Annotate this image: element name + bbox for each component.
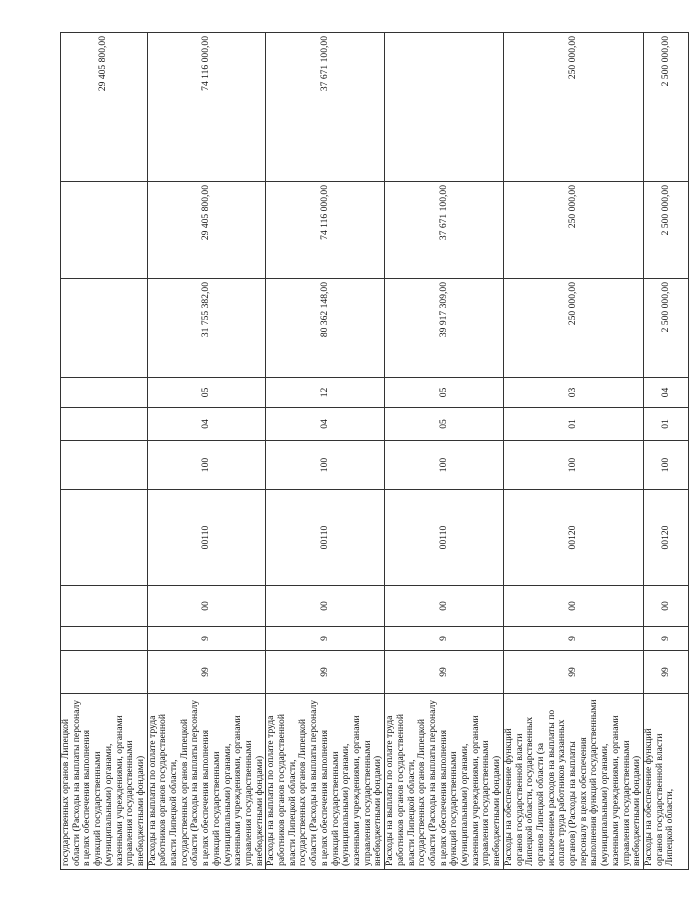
cell-main-event: 00: [147, 586, 266, 627]
cell-amount-3: 37 671 100,00: [266, 33, 385, 182]
cell-subprogram: 9: [266, 627, 385, 651]
cell-amount-1: [61, 279, 148, 378]
row-description: Расходы на обеспечение функций органов государственной власти Липецкой области,: [643, 694, 688, 870]
row-description: государственных органов Липецкой области (Расходы на выплаты персоналу в целях обеспечения выполнения функций государственными (муниципальными) органами, казенными учреждениями, органами управления государственными внебюджетными фондами): [61, 694, 148, 870]
cell-expense-type: 100: [643, 441, 688, 490]
cell-main-event: 00: [503, 586, 643, 627]
cell-amount-2: 74 116 000,00: [266, 182, 385, 279]
table-row: [147, 33, 266, 870]
cell-subsection: [61, 378, 148, 408]
cell-amount-3: 74 116 000,00: [147, 33, 266, 182]
cell-subsection: 04: [643, 378, 688, 408]
cell-main-event: 00: [385, 586, 504, 627]
cell-section: 04: [266, 408, 385, 441]
cell-section: 01: [643, 408, 688, 441]
cell-subprogram: 9: [503, 627, 643, 651]
cell-amount-3: 29 405 800,00: [61, 33, 148, 182]
table-row: [266, 33, 385, 870]
cell-subprogram: 9: [643, 627, 688, 651]
cell-expense-type: 100: [503, 441, 643, 490]
cell-amount-1: 2 500 000,00: [643, 279, 688, 378]
cell-amount-2: 37 671 100,00: [385, 182, 504, 279]
cell-subsection: 03: [503, 378, 643, 408]
cell-amount-3: 2 500 000,00: [643, 33, 688, 182]
cell-section: 05: [385, 408, 504, 441]
cell-subprogram: [61, 627, 148, 651]
row-description: Расходы на выплаты по оплате труда работников органов государственной власти Липецкой области, государственных органов Липецкой области (Расходы на выплаты персоналу в целях обеспечения выполнения функций государственными (муниципальными) органами, казенными учреждениями, органами управления государственными внебюджетными фондами): [266, 694, 385, 870]
cell-amount-1: 31 755 382,00: [147, 279, 266, 378]
cell-section: 04: [147, 408, 266, 441]
cell-direction: 00110: [385, 490, 504, 586]
cell-expense-type: 100: [266, 441, 385, 490]
row-description: Расходы на выплаты по оплате труда работников органов государственной власти Липецкой области, государственных органов Липецкой области (Расходы на выплаты персоналу в целях обеспечения выполнения функций государственными (муниципальными) органами, казенными учреждениями, органами управления государственными внебюджетными фондами): [147, 694, 266, 870]
cell-subsection: 12: [266, 378, 385, 408]
cell-subsection: 05: [147, 378, 266, 408]
cell-program: 99: [503, 651, 643, 694]
cell-program: 99: [266, 651, 385, 694]
cell-subsection: 05: [385, 378, 504, 408]
cell-amount-1: 250 000,00: [503, 279, 643, 378]
cell-amount-1: 80 362 148,00: [266, 279, 385, 378]
cell-section: [61, 408, 148, 441]
cell-amount-2: 29 405 800,00: [147, 182, 266, 279]
cell-expense-type: 100: [385, 441, 504, 490]
cell-direction: 00110: [266, 490, 385, 586]
table-row: [643, 33, 688, 870]
cell-amount-1: 39 917 309,00: [385, 279, 504, 378]
cell-subprogram: 9: [147, 627, 266, 651]
cell-main-event: 00: [643, 586, 688, 627]
cell-subprogram: 9: [385, 627, 504, 651]
cell-amount-2: 250 000,00: [503, 182, 643, 279]
row-description: Расходы на обеспечение функций органов государственной власти Липецкой области, государственных органов Липецкой области (за исключением расходов на выплаты по оплате труда работников указанных органов) (Расходы на выплаты персоналу в целях обеспечения выполнения функций государственными (муниципальными) органами, казенными учреждениями, органами управления государственными внебюджетными фондами): [503, 694, 643, 870]
rotated-content: [60, 33, 676, 870]
cell-direction: 00120: [503, 490, 643, 586]
cell-program: [61, 651, 148, 694]
cell-expense-type: [61, 441, 148, 490]
cell-amount-3: 250 000,00: [503, 33, 643, 182]
table-row: [385, 33, 504, 870]
row-description: Расходы на выплаты по оплате труда работников органов государственной власти Липецкой области, государственных органов Липецкой области (Расходы на выплаты персоналу в целях обеспечения выполнения функций государственными (муниципальными) органами, казенными учреждениями, органами управления государственными внебюджетными фондами): [385, 694, 504, 870]
cell-main-event: [61, 586, 148, 627]
cell-expense-type: 100: [147, 441, 266, 490]
cell-direction: 00110: [147, 490, 266, 586]
rotated-document-page: [60, 33, 676, 870]
cell-amount-2: 2 500 000,00: [643, 182, 688, 279]
cell-program: 99: [385, 651, 504, 694]
cell-section: 01: [503, 408, 643, 441]
cell-direction: 00120: [643, 490, 688, 586]
cell-direction: [61, 490, 148, 586]
cell-program: 99: [147, 651, 266, 694]
cell-amount-3: [385, 33, 504, 182]
cell-program: 99: [643, 651, 688, 694]
cell-amount-2: [61, 182, 148, 279]
cell-main-event: 00: [266, 586, 385, 627]
table-row: [61, 33, 148, 870]
budget-table: [60, 32, 689, 870]
table-row: [503, 33, 643, 870]
